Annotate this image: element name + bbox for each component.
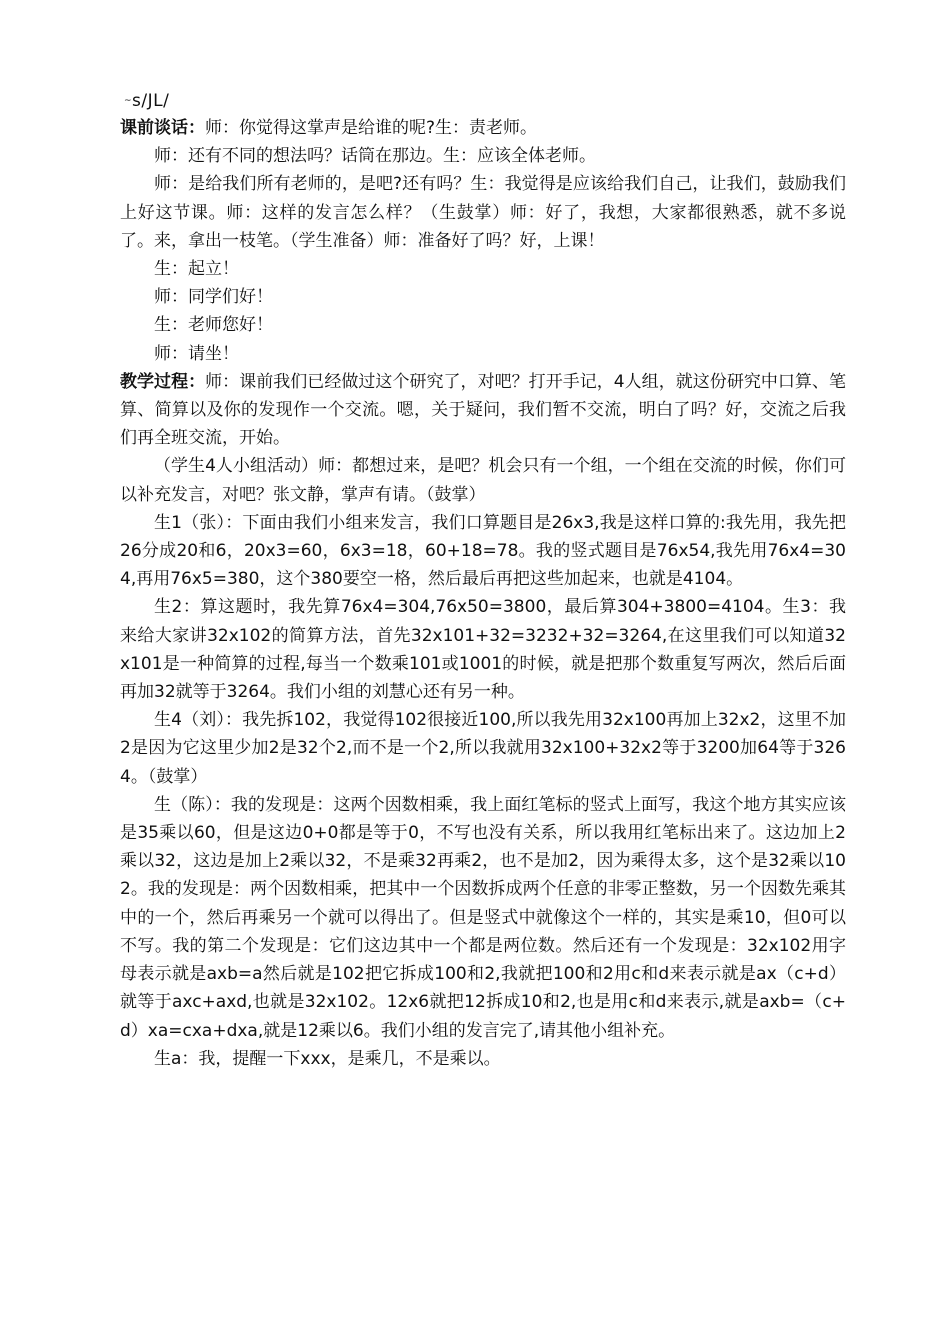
paragraph-text: 生a：我，提醒一下xxx，是乘几，不是乘以。 [154, 1048, 501, 1069]
paragraph [120, 311, 846, 339]
paragraph-text: 生（陈）：我的发现是：这两个因数相乘，我上面红笔标的竖式上面写，我这个地方其实应该是35乘以60，但是这边0+0都是等于0，不写也没有关系，所以我用红笔标出来了。这边加上2乘以32，这边是加上2乘以32，不是乘32再乘2，也不是加2，因为乘得太多，这个是32乘以102。我的发现是：两个因数相乘，把其中一个因数拆成两个任意的非零正整数，另一个因数先乘其中的一个，然后再乘另一个就可以得出了。但是竖式中就像这个一样的，其实是乘10，但0可以不写。我的第二个发现是：它们这边其中一个都是两位数。然后还有一个发现是：32x102用字母表示就是axb=a然后就是102把它拆成100和2,我就把100和2用c和d来表示就是ax（c+d）就等于axc+axd,也就是32x102。12x6就把12拆成10和2,也是用c和d来表示,就是axb=（c+d）xa=cxa+dxa,就是12乘以6。我们小组的发言完了,请其他小组补充。 [120, 794, 846, 1041]
paragraph [120, 791, 846, 1045]
paragraph [120, 452, 846, 508]
paragraph-text: 师：还有不同的想法吗？话筒在那边。生：应该全体老师。 [154, 146, 596, 167]
paragraph-teaching-process [120, 368, 846, 453]
header-mark [124, 88, 846, 114]
paragraph-text: （学生4人小组活动）师：都想过来，是吧？机会只有一个组，一个组在交流的时候，你们可以补充发言，对吧？张文静，掌声有请。（鼓掌） [120, 456, 846, 505]
paragraph-text: 师：课前我们已经做过这个研究了，对吧？打开手记，4人组，就这份研究中口算、笔算、简算以及你的发现作一个交流。嗯，关于疑问，我们暂不交流，明白了吗？好，交流之后我们再全班交流，开始。 [120, 371, 846, 449]
paragraph [120, 706, 846, 791]
paragraph-text: 师：同学们好！ [154, 287, 273, 308]
paragraph-text: 生2：算这题时，我先算76x4=304,76x50=3800，最后算304+3800=4104。生3：我来给大家讲32x102的简算方法，首先32x101+32=3232+32=3264,在这里我们可以知道32x101是一种简算的过程,每当一个数乘101或1001的时候，就是把那个数重复写两次，然后后面再加32就等于3264。我们小组的刘慧心还有另一种。 [120, 597, 846, 703]
paragraph [120, 170, 846, 255]
paragraph-text: 师：是给我们所有老师的，是吧?还有吗？生：我觉得是应该给我们自己，让我们，鼓励我们上好这节课。师：这样的发言怎么样？（生鼓掌）师：好了，我想，大家都很熟悉，就不多说了。来，拿出一枝笔。（学生准备）师：准备好了吗？好，上课！ [120, 174, 846, 251]
section-label: 课前谈话： [120, 118, 205, 138]
paragraph-text: 生：老师您好！ [154, 315, 273, 336]
paragraph [120, 593, 846, 706]
paragraph [120, 255, 846, 283]
paragraph [120, 509, 846, 594]
paragraph-text: 生1（张）：下面由我们小组来发言，我们口算题目是26x3,我是这样口算的:我先用，我先把26分成20和6，20x3=60，6x3=18，60+18=78。我的竖式题目是76x54,我先用76x4=304,再用76x5=380，这个380要空一格，然后最后再把这些加起来，也就是4104。 [120, 512, 846, 590]
section-label: 教学过程： [120, 371, 206, 392]
paragraph [120, 283, 846, 311]
paragraph-pre-class-talk [120, 114, 846, 142]
paragraph-text: 生4（刘）：我先拆102，我觉得102很接近100,所以我先用32x100再加上32x2，这里不加2是因为它这里少加2是32个2,而不是一个2,所以我就用32x100+32x2等于3200加64等于3264。（鼓掌） [120, 710, 846, 787]
paragraph [120, 142, 846, 170]
paragraph [120, 1045, 846, 1073]
paragraph-text: 生：起立！ [154, 259, 239, 280]
paragraph [120, 340, 846, 368]
header-mark-text: s/JL/ [132, 91, 170, 111]
paragraph-text: 师：请坐！ [154, 343, 239, 364]
paragraph-text: 师：你觉得这掌声是给谁的呢?生：责老师。 [205, 118, 538, 138]
header-mark-prefix: ~ [124, 96, 133, 106]
